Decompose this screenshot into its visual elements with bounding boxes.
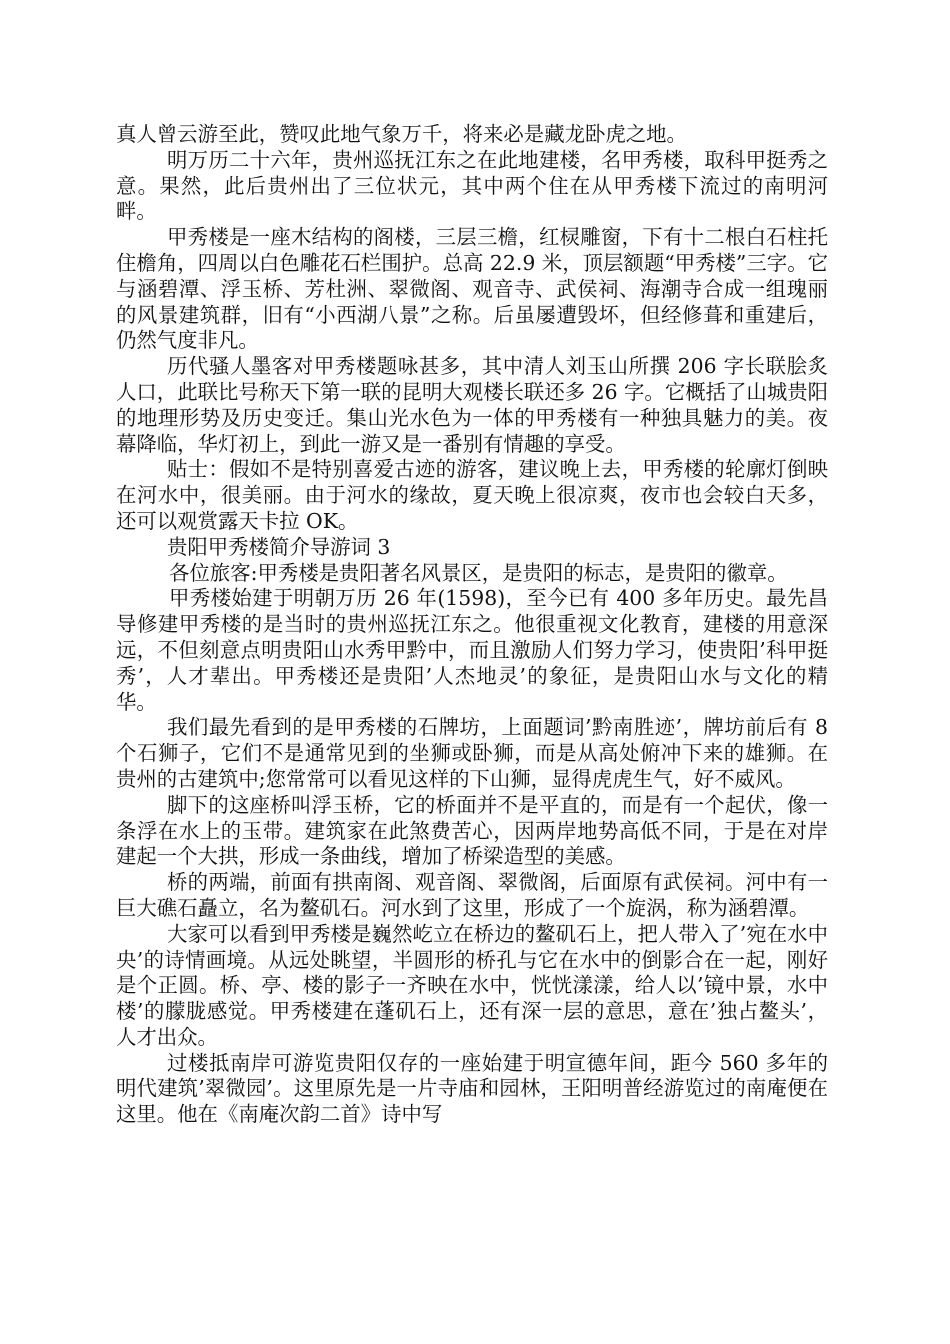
- section-heading: 贵阳甲秀楼简介导游词 3: [167, 534, 391, 559]
- paragraph-13: 过楼抵南岸可游览贵阳仅存的一座始建于明宣德年间，距今 560 多年的明代建筑’翠微园’。这里原先是一片寺庙和园林，王阳明普经游览过的南庵便在这里。他在《南庵次韵二首》诗中写: [116, 1050, 828, 1127]
- paragraph-8: 甲秀楼始建于明朝万历 26 年(1598)，至今已有 400 多年历史。最先昌导修建甲秀楼的是当时的贵州巡抚江东之。他很重视文化教育，建楼的用意深远，不但刻意点明贵阳山水秀甲黔中，而且激励人们努力学习，使贵阳’科甲挺秀’，人才辈出。甲秀楼还是贵阳’人杰地灵’的象征，是贵阳山水与文化的精华。: [116, 586, 828, 714]
- paragraph-9: 我们最先看到的是甲秀楼的石牌坊，上面题词’黔南胜迹’，牌坊前后有 8 个石狮子，它们不是通常见到的坐狮或卧狮，而是从高处俯冲下来的雄狮。在贵州的古建筑中;您常常可以看见这样的下山狮，显得虎虎生气，好不威风。: [116, 715, 828, 791]
- paragraph-10: 脚下的这座桥叫浮玉桥，它的桥面并不是平直的，而是有一个起伏，像一条浮在水上的玉带。建筑家在此煞费苦心，因两岸地势高低不同，于是在对岸建起一个大拱，形成一条曲线，增加了桥梁造型的美感。: [116, 792, 828, 869]
- paragraph-11: 桥的两端，前面有拱南阁、观音阁、翠微阁，后面原有武侯祠。河中有一巨大礁石矗立，名为鳌矶石。河水到了这里，形成了一个旋涡，称为涵碧潭。: [116, 870, 828, 920]
- paragraph-5: 贴士：假如不是特别喜爱古迹的游客，建议晚上去，甲秀楼的轮廓灯倒映在河水中，很美丽。由于河水的缘故，夏天晚上很凉爽，夜市也会较白天多，还可以观赏露天卡拉 OK。: [116, 457, 828, 533]
- paragraph-4: 历代骚人墨客对甲秀楼题咏甚多，其中清人刘玉山所撰 206 字长联脍炙人口，此联比号称天下第一联的昆明大观楼长联还多 26 字。它概括了山城贵阳的地理形势及历史变迁。集山光水色为一体的甲秀楼有一种独具魅力的美。夜幕降临，华灯初上，到此一游又是一番别有情趣的享受。: [116, 354, 828, 456]
- paragraph-3: 甲秀楼是一座木结构的阁楼，三层三檐，红棂雕窗，下有十二根白石柱托住檐角，四周以白色雕花石栏围护。总高 22.9 米，顶层额题“甲秀楼”三字。它与涵碧潭、浮玉桥、芳杜洲、翠微阁、观音寺、武侯祠、海潮寺合成一组瑰丽的风景建筑群，旧有“小西湖八景”之称。后虽屡遭毁坏，但经修葺和重建后，仍然气度非凡。: [116, 225, 828, 353]
- paragraph-2: 明万历二十六年，贵州巡抚江东之在此地建楼，名甲秀楼，取科甲挺秀之意。果然，此后贵州出了三位状元，其中两个住在从甲秀楼下流过的南明河畔。: [116, 147, 828, 224]
- document-page: [116, 122, 828, 1128]
- paragraph-7: 各位旅客:甲秀楼是贵阳著名风景区，是贵阳的标志，是贵阳的徽章。: [169, 560, 788, 585]
- paragraph-12: 大家可以看到甲秀楼是巍然屹立在桥边的鳌矶石上，把人带入了’宛在水中央’的诗情画境。从远处眺望，半圆形的桥孔与它在水中的倒影合在一起，刚好是个正圆。桥、亭、楼的影子一齐映在水中，恍恍漾漾，给人以’镜中景，水中楼’的朦胧感觉。甲秀楼建在蓬矶石上，还有深一层的意思，意在’独占鳌头’，人才出众。: [116, 921, 828, 1049]
- paragraph-1: 真人曾云游至此，赞叹此地气象万千，将来必是藏龙卧虎之地。: [116, 122, 687, 146]
